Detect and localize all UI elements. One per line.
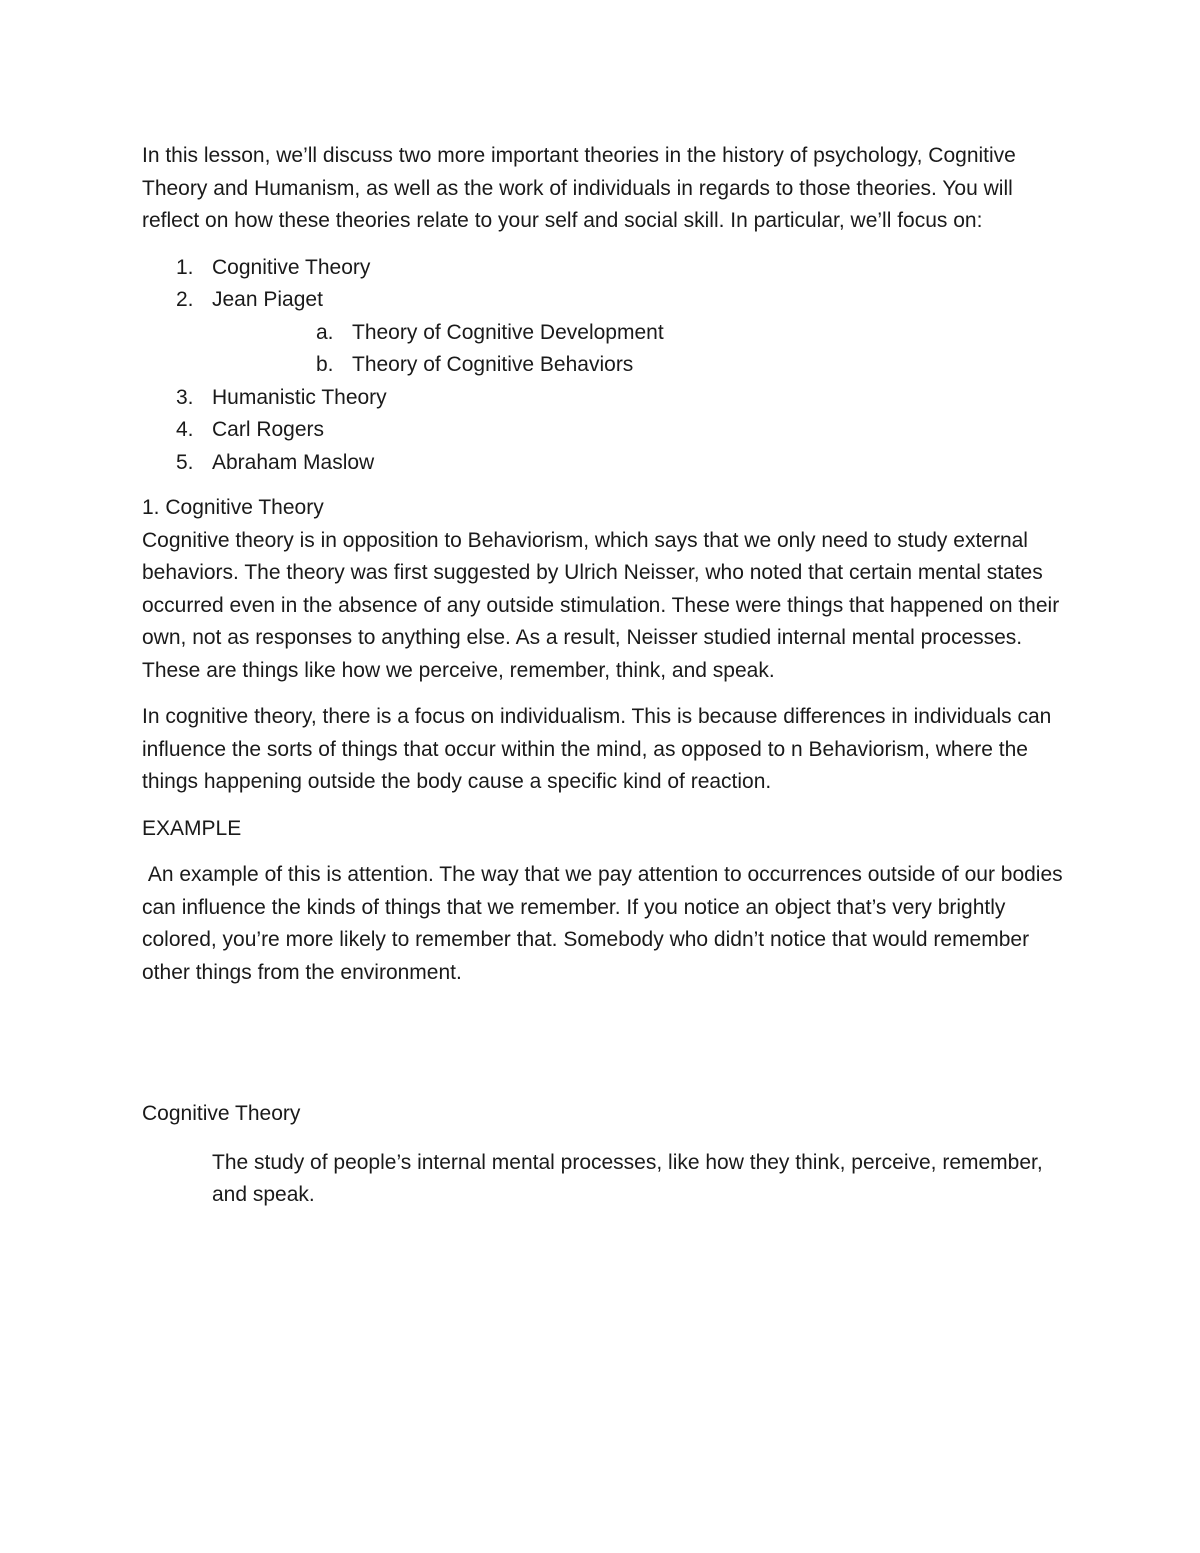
outline-number: 4. (176, 418, 194, 441)
sub-outline-letter: b. (316, 353, 334, 376)
sub-outline-item (212, 349, 1067, 382)
definition-text: The study of people’s internal mental processes, like how they think, perceive, remember, and speak. (212, 1150, 1043, 1206)
example-label: EXAMPLE (142, 816, 242, 840)
outline-item (142, 252, 1067, 285)
outline-label: Jean Piaget (212, 288, 323, 311)
body-paragraph: Cognitive theory is in opposition to Behaviorism, which says that we only need to study external behaviors. The theory was first suggested by Ulrich Neisser, who noted that certain mental states occurred even in the absence of any outside stimulation. These were things that happened on their own, not as responses to anything else. As a result, Neisser studied internal mental processes. These are things like how we perceive, remember, think, and speak. (142, 528, 1060, 682)
sub-outline-label: Theory of Cognitive Behaviors (352, 353, 634, 376)
outline-number: 2. (176, 288, 194, 311)
outline-number: 5. (176, 450, 194, 474)
outline-number: 3. (176, 385, 194, 409)
topic-outline (142, 252, 1067, 480)
document-page (142, 140, 1067, 1212)
outline-item (142, 447, 1067, 480)
outline-item (142, 382, 1067, 415)
sub-outline-label: Theory of Cognitive Development (352, 320, 664, 344)
sub-outline-item (212, 317, 1067, 350)
outline-label: Abraham Maslow (212, 450, 375, 474)
outline-number: 1. (176, 255, 194, 279)
section-heading: 1. Cognitive Theory (142, 496, 324, 519)
outline-label: Humanistic Theory (212, 385, 387, 409)
outline-item (142, 414, 1067, 447)
sub-outline (212, 317, 1067, 382)
body-paragraph: In cognitive theory, there is a focus on individualism. This is because differences in individuals can influence the sorts of things that occur within the mind, as opposed to n Behaviorism, where the things happening outside the body cause a specific kind of reaction. (142, 705, 1052, 793)
outline-label: Cognitive Theory (212, 255, 371, 279)
outline-label: Carl Rogers (212, 418, 325, 441)
sub-outline-letter: a. (316, 320, 334, 344)
blank-space (142, 989, 1067, 1098)
outline-item (142, 284, 1067, 382)
intro-paragraph: In this lesson, we’ll discuss two more important theories in the history of psychology, Cognitive Theory and Humanism, as well as the work of individuals in regards to those theories. You will reflect on how these theories relate to your self and social skill. In particular, we’ll focus on: (142, 144, 1016, 232)
definition-term: Cognitive Theory (142, 1102, 301, 1125)
example-paragraph: An example of this is attention. The way that we pay attention to occurrences outside of our bodies can influence the kinds of things that we remember. If you notice an object that’s very brightly colored, you’re more likely to remember that. Somebody who didn’t notice that would remember other things from the environment. (142, 863, 1069, 984)
